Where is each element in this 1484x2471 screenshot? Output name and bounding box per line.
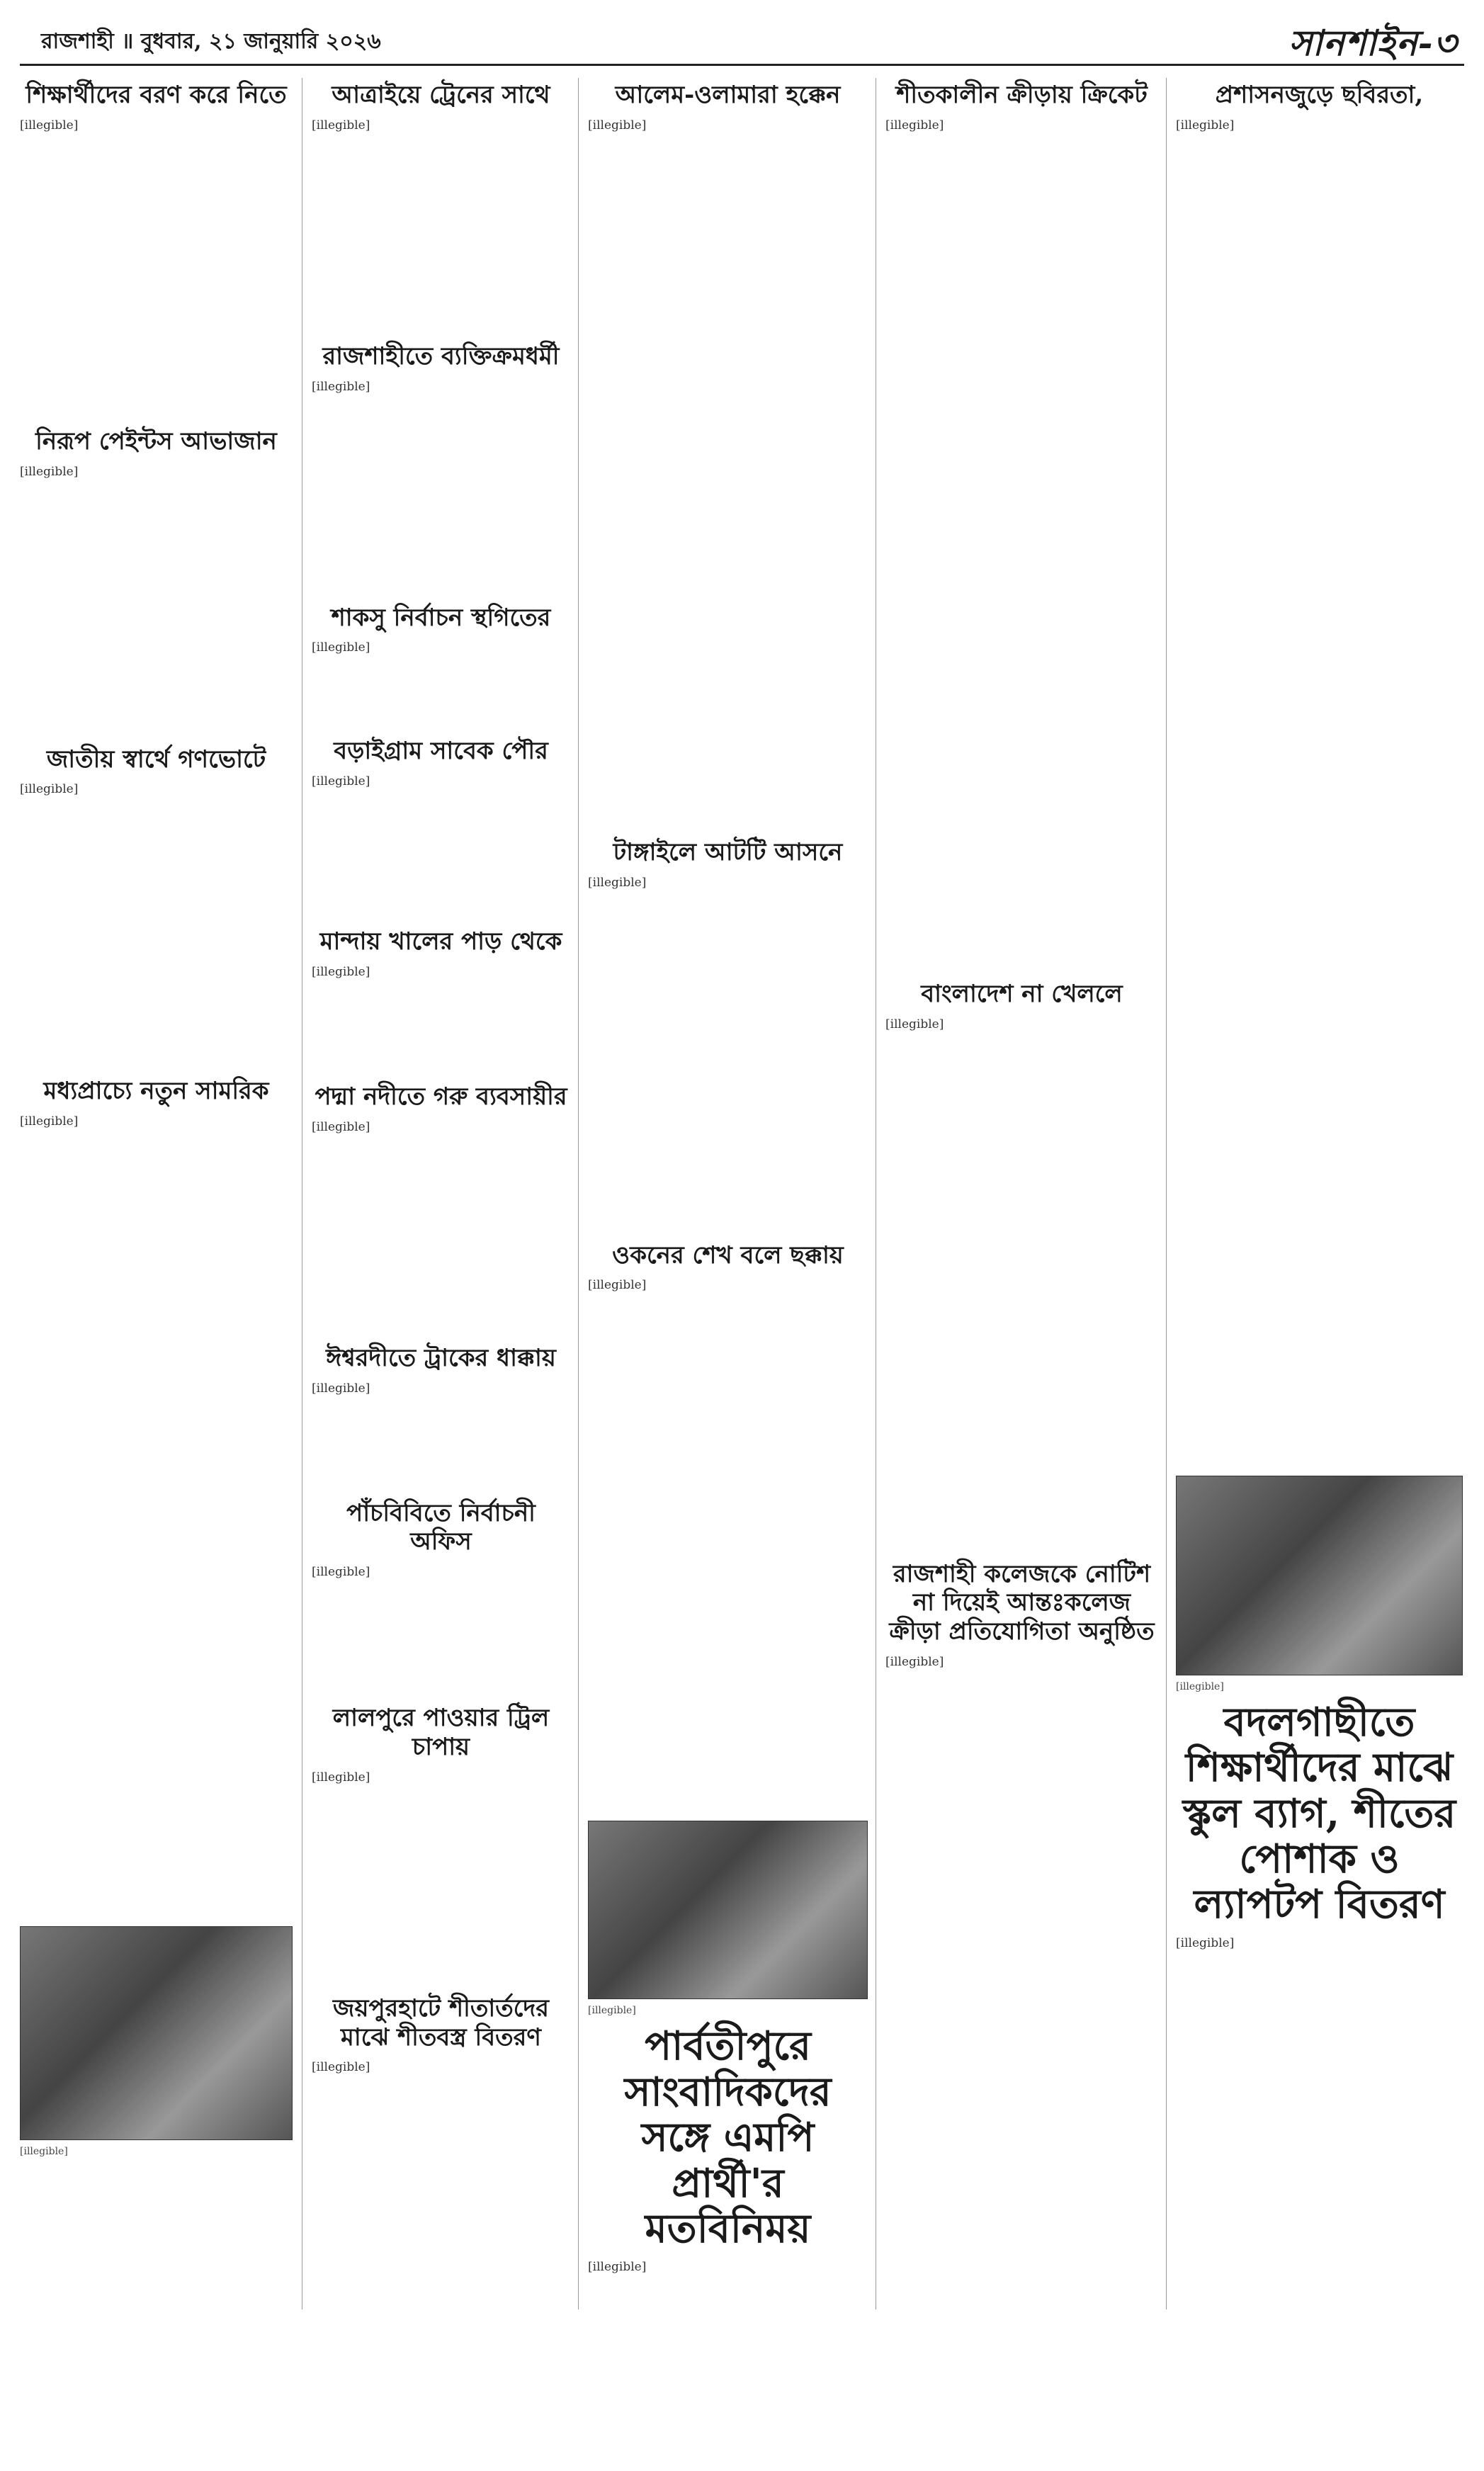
headline: মধ্যপ্রাচ্যে নতুন সামরিক [43, 1077, 269, 1106]
headline: ওকনের শেখ বলে ছক্কায় [612, 1240, 844, 1270]
headline: রাজশাহী কলেজকে নোটিশ না দিয়েই আন্তঃকলেজ ক্রীড়া প্রতিযোগিতা অনুষ্ঠিত [889, 1559, 1155, 1646]
column-rule [1166, 78, 1167, 2309]
article [20, 745, 293, 1065]
article [312, 927, 570, 1070]
column-2 [312, 78, 570, 2213]
article [588, 1241, 868, 1809]
article [20, 1077, 293, 1913]
masthead [20, 14, 1464, 66]
article-body: [illegible] [885, 118, 944, 132]
photo-caption: [illegible] [588, 2005, 636, 2017]
photo-caption: [illegible] [20, 2146, 68, 2158]
article [588, 81, 868, 825]
column-1 [20, 78, 293, 2164]
article-body: [illegible] [588, 1278, 647, 1293]
column-5 [1176, 78, 1463, 2289]
article [885, 1560, 1158, 2220]
headline: বড়াইগ্রাম সাবেক পৌর [334, 737, 548, 766]
headline-large: পার্বতীপুরে সাংবাদিকদের সঙ্গে এমপি প্রার্থী'র মতবিনিময় [624, 2023, 832, 2252]
article [312, 1704, 570, 1981]
headline: টাঙ্গাইলে আটটি আসনে [613, 837, 843, 866]
newspaper-page [20, 14, 1464, 2318]
headline: পাঁচবিবিতে নির্বাচনী অফিস [346, 1498, 536, 1556]
article-body: [illegible] [20, 782, 79, 797]
headline: আলেম-ওলামারা হক্কেন [615, 81, 841, 109]
masthead-page-title: সানশাইন-৩ [1288, 22, 1457, 64]
article-body: [illegible] [588, 118, 647, 132]
headline: পদ্মা নদীতে গরু ব্যবসায়ীর [315, 1082, 567, 1111]
article [312, 737, 570, 915]
article-body: [illegible] [312, 1381, 370, 1396]
article [20, 427, 293, 733]
article-body: [illegible] [20, 464, 79, 479]
article-body: [illegible] [312, 379, 370, 394]
news-photo [1176, 1476, 1463, 1675]
headline: শীতকালীন ক্রীড়ায় ক্রিকেট [896, 81, 1148, 109]
article [312, 81, 570, 329]
article-body: [illegible] [885, 1017, 944, 1031]
article-body: [illegible] [588, 875, 647, 890]
masthead-dateline: রাজশাহী ॥ বুধবার, ২১ জানুয়ারি ২০২৬ [41, 29, 381, 54]
headline: জাতীয় স্বার্থে গণভোটে [46, 745, 266, 774]
headline: মান্দায় খালের পাড় থেকে [319, 927, 562, 956]
news-photo [588, 1821, 868, 1999]
headline-large: বদলগাছীতে শিক্ষার্থীদের মাঝে স্কুল ব্যাগ, শীতের পোশাক ও ল্যাপটপ বিতরণ [1182, 1698, 1456, 1928]
article-body: [illegible] [312, 640, 370, 655]
headline: লালপুরে পাওয়ার ট্রিল চাপায় [332, 1704, 550, 1761]
headline: রাজশাহীতে ব্যক্তিক্রমধর্মী [322, 341, 560, 371]
article-body: [illegible] [312, 118, 370, 132]
article [312, 604, 570, 725]
column-3 [588, 78, 868, 2471]
article [312, 1344, 570, 1486]
news-photo [20, 1926, 293, 2140]
article [312, 1499, 570, 1692]
article-body: [illegible] [1176, 118, 1235, 132]
column-rule [578, 78, 579, 2309]
headline: শিক্ষার্থীদের বরণ করে নিতে [26, 81, 287, 109]
article [312, 342, 570, 591]
article-body: [illegible] [312, 1565, 370, 1580]
photo-caption: [illegible] [1176, 1680, 1224, 1692]
headline: ঈশ্বরদীতে ট্রাকের ধাক্কায় [326, 1343, 556, 1372]
article-body: [illegible] [1176, 1935, 1235, 1950]
article [312, 1994, 570, 2201]
headline: জয়পুরহাটে শীতার্তদের মাঝে শীতবস্ত্র বিতরণ [333, 1994, 549, 2052]
article [588, 838, 868, 1228]
article [20, 81, 293, 414]
article-body: [illegible] [20, 1114, 79, 1129]
article-body: [illegible] [20, 118, 79, 132]
article-body: [illegible] [312, 1770, 370, 1785]
article-body: [illegible] [312, 1119, 370, 1134]
article-body: [illegible] [885, 1654, 944, 1669]
headline: আত্রাইয়ে ট্রেনের সাথে [332, 81, 550, 109]
headline: শাকসু নির্বাচন স্থগিতের [331, 603, 551, 632]
headline: বাংলাদেশ না খেললে [921, 979, 1123, 1008]
column-4 [885, 78, 1158, 2233]
headline: প্রশাসনজুড়ে ছবিরতা, [1215, 81, 1424, 109]
article-body: [illegible] [588, 2260, 647, 2275]
headline: নিরূপ পেইন্টস আভাজান [35, 426, 277, 456]
article-body: [illegible] [312, 2060, 370, 2075]
article [1176, 81, 1463, 1463]
article [885, 81, 1158, 967]
article-body: [illegible] [312, 964, 370, 979]
article-body: [illegible] [312, 774, 370, 789]
article [885, 980, 1158, 1547]
article [312, 1082, 570, 1331]
